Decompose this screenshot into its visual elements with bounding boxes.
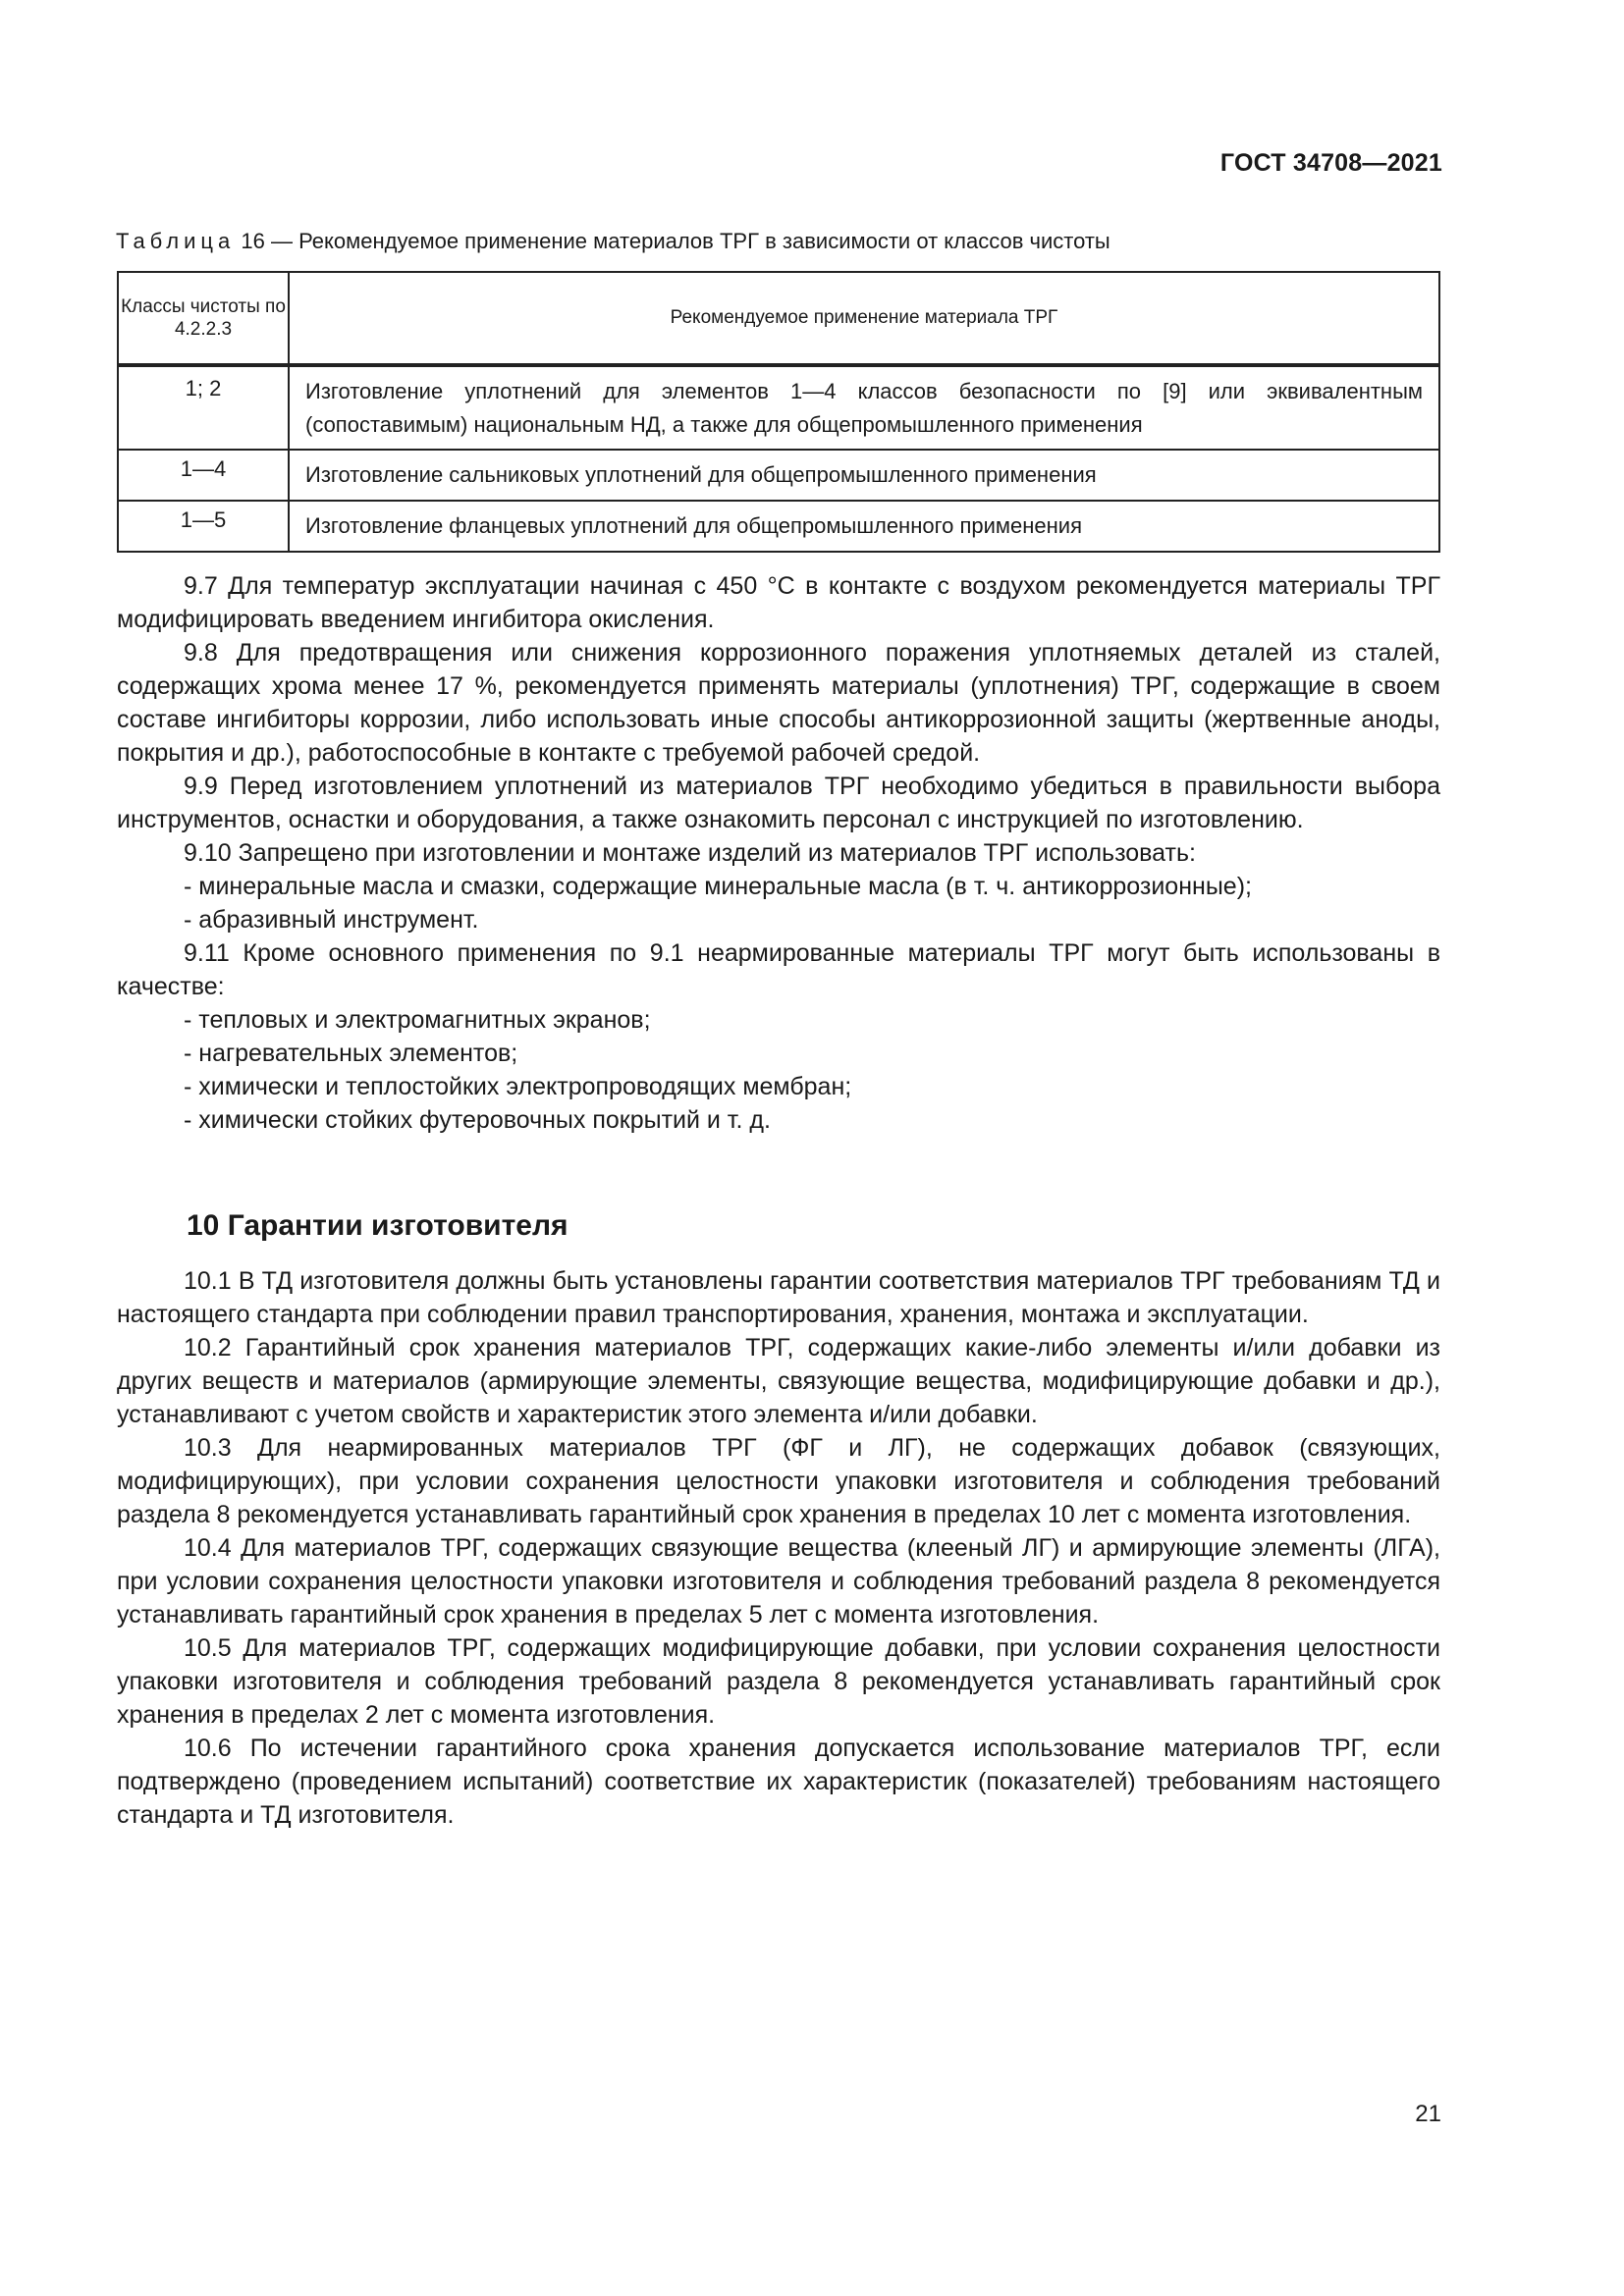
section-10-text <box>117 1264 1440 1832</box>
cell-application: Изготовление сальниковых уплотнений для общепромышленного применения <box>289 450 1439 501</box>
cell-classes: 1—5 <box>118 501 289 552</box>
list-item: - химически стойких футеровочных покрытий и т. д. <box>184 1106 771 1134</box>
column-header-classes: Классы чистоты по 4.2.2.3 <box>118 272 289 365</box>
list-item: - тепловых и электромагнитных экранов; <box>184 1006 651 1034</box>
table-row <box>118 450 1439 501</box>
paragraph-10-6: 10.6 По истечении гарантийного срока хранения допускается использование материалов ТРГ, если подтверждено (проведением испытаний) соответствие их характеристик (показателей) требованиям настоящего стандарта и ТД изготовителя. <box>117 1735 1440 1829</box>
paragraph-10-5: 10.5 Для материалов ТРГ, содержащих модифицирующие добавки, при условии сохранения целостности упаковки изготовителя и соблюдения требований раздела 8 рекомендуется устанавливать гарантийный срок хранения в пределах 2 лет с момента изготовления. <box>117 1634 1440 1729</box>
paragraph-10-4: 10.4 Для материалов ТРГ, содержащих связующие вещества (клееный ЛГ) и армирующие элементы (ЛГА), при условии сохранения целостности упаковки изготовителя и соблюдения требований раздела 8 рекомендуется устанавливать гарантийный срок хранения в пределах 5 лет с момента изготовления. <box>117 1534 1440 1629</box>
cell-application: Изготовление уплотнений для элементов 1—4 классов безопасности по [9] или эквивалентным (сопоставимым) национальным НД, а также для общепромышленного применения <box>289 365 1439 450</box>
cell-classes: 1; 2 <box>118 365 289 450</box>
paragraph-9-9: 9.9 Перед изготовлением уплотнений из материалов ТРГ необходимо убедиться в правильности выбора инструментов, оснастки и оборудования, а также ознакомить персонал с инструкцией по изготовлению. <box>117 773 1440 833</box>
paragraph-10-1: 10.1 В ТД изготовителя должны быть установлены гарантии соответствия материалов ТРГ требованиям ТД и настоящего стандарта при соблюдении правил транспортирования, хранения, монтажа и эксплуатации. <box>117 1267 1440 1328</box>
section-9-text <box>117 569 1440 1137</box>
table-caption <box>116 229 1110 254</box>
paragraph-9-8: 9.8 Для предотвращения или снижения коррозионного поражения уплотняемых деталей из сталей, содержащих хрома менее 17 %, рекомендуется применять материалы (уплотнения) ТРГ, содержащие в своем составе ингибиторы коррозии, либо использовать иные способы антикоррозионной защиты (жертвенные аноды, покрытия и др.), работоспособные в контакте с требуемой рабочей средой. <box>117 639 1440 767</box>
paragraph-9-11: 9.11 Кроме основного применения по 9.1 неармированные материалы ТРГ могут быть использованы в качестве: <box>117 939 1440 1000</box>
paragraph-10-3: 10.3 Для неармированных материалов ТРГ (ФГ и ЛГ), не содержащих добавок (связующих, модифицирующих), при условии сохранения целостности упаковки изготовителя и соблюдения требований раздела 8 рекомендуется устанавливать гарантийный срок хранения в пределах 10 лет с момента изготовления. <box>117 1434 1440 1528</box>
table-caption-text: 16 — Рекомендуемое применение материалов ТРГ в зависимости от классов чистоты <box>241 229 1110 253</box>
table-row <box>118 365 1439 450</box>
list-item: - абразивный инструмент. <box>184 906 479 934</box>
section-10-heading: 10 Гарантии изготовителя <box>187 1209 568 1242</box>
column-header-application: Рекомендуемое применение материала ТРГ <box>289 272 1439 365</box>
cell-classes: 1—4 <box>118 450 289 501</box>
cell-application: Изготовление фланцевых уплотнений для общепромышленного применения <box>289 501 1439 552</box>
page-number: 21 <box>1415 2101 1441 2127</box>
list-item: - химически и теплостойких электропроводящих мембран; <box>184 1073 852 1100</box>
paragraph-10-2: 10.2 Гарантийный срок хранения материалов ТРГ, содержащих какие-либо элементы и/или добавки из других веществ и материалов (армирующие элементы, связующие вещества, модифицирующие добавки и др.), устанавливают с учетом свойств и характеристик этого элемента и/или добавки. <box>117 1334 1440 1428</box>
list-item: - минеральные масла и смазки, содержащие минеральные масла (в т. ч. антикоррозионные); <box>184 873 1252 900</box>
table-header-row <box>118 272 1439 365</box>
list-item: - нагревательных элементов; <box>184 1040 518 1067</box>
table-caption-label: Таблица <box>116 229 236 253</box>
paragraph-9-7: 9.7 Для температур эксплуатации начиная с 450 °С в контакте с воздухом рекомендуется материалы ТРГ модифицировать введением ингибитора окисления. <box>117 572 1440 633</box>
cleanliness-class-table <box>117 271 1440 553</box>
document-code: ГОСТ 34708—2021 <box>1219 149 1442 177</box>
table-row <box>118 501 1439 552</box>
paragraph-9-10: 9.10 Запрещено при изготовлении и монтаже изделий из материалов ТРГ использовать: <box>184 839 1196 867</box>
